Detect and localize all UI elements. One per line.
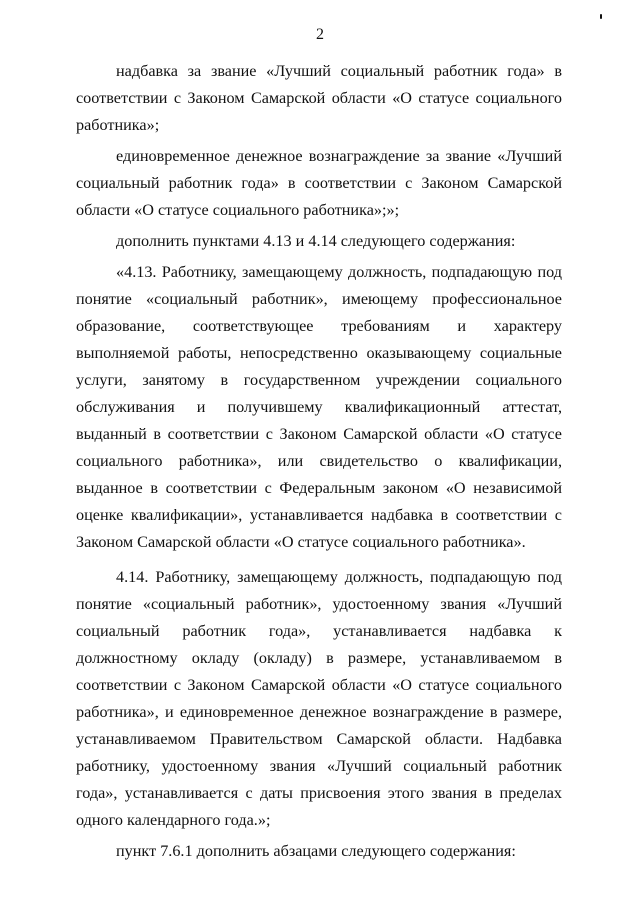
paragraph-3: дополнить пунктами 4.13 и 4.14 следующего содержания: [116, 232, 516, 250]
scan-speck [600, 14, 602, 19]
paragraph-5: 4.14. Работнику, замещающему должность, подпадающую под понятие «социальный работник», удостоенному звания «Лучший социальный работник года», устанавливается надбавка к должностному окладу (окладу) в размере, устанавливаемом в соответствии с Законом Самарской области «О статусе социального работника», и единовременное денежное вознаграждение в размере, устанавливаемом Правительством Самарской области. Надбавка работнику, удостоенному звания «Лучший социальный работник года», устанавливается с даты присвоения этого звания в пределах одного календарного года.»; [76, 568, 562, 829]
paragraph-2: единовременное денежное вознаграждение за звание «Лучший социальный работник года» в соответствии с Законом Самарской области «О статусе социального работника»;»; [76, 147, 562, 219]
paragraph-4: «4.13. Работнику, замещающему должность, подпадающую под понятие «социальный работник», имеющему профессиональное образование, соответствующее требованиям и характеру выполняемой работы, непосредственно оказывающему социальные услуги, занятому в государственном учреждении социального обслуживания и получившему квалификационный аттестат, выданный в соответствии с Законом Самарской области «О статусе социального работника», или свидетельство о квалификации, выданное в соответствии с Федеральным законом «О независимой оценке квалификации», устанавливается надбавка в соответствии с Законом Самарской области «О статусе социального работника». [76, 263, 562, 551]
document-body [76, 58, 562, 865]
paragraph-1: надбавка за звание «Лучший социальный работник года» в соответствии с Законом Самарской области «О статусе социального работника»; [76, 62, 562, 134]
page-number: 2 [316, 26, 324, 43]
paragraph-6: пункт 7.6.1 дополнить абзацами следующего содержания: [116, 842, 516, 860]
